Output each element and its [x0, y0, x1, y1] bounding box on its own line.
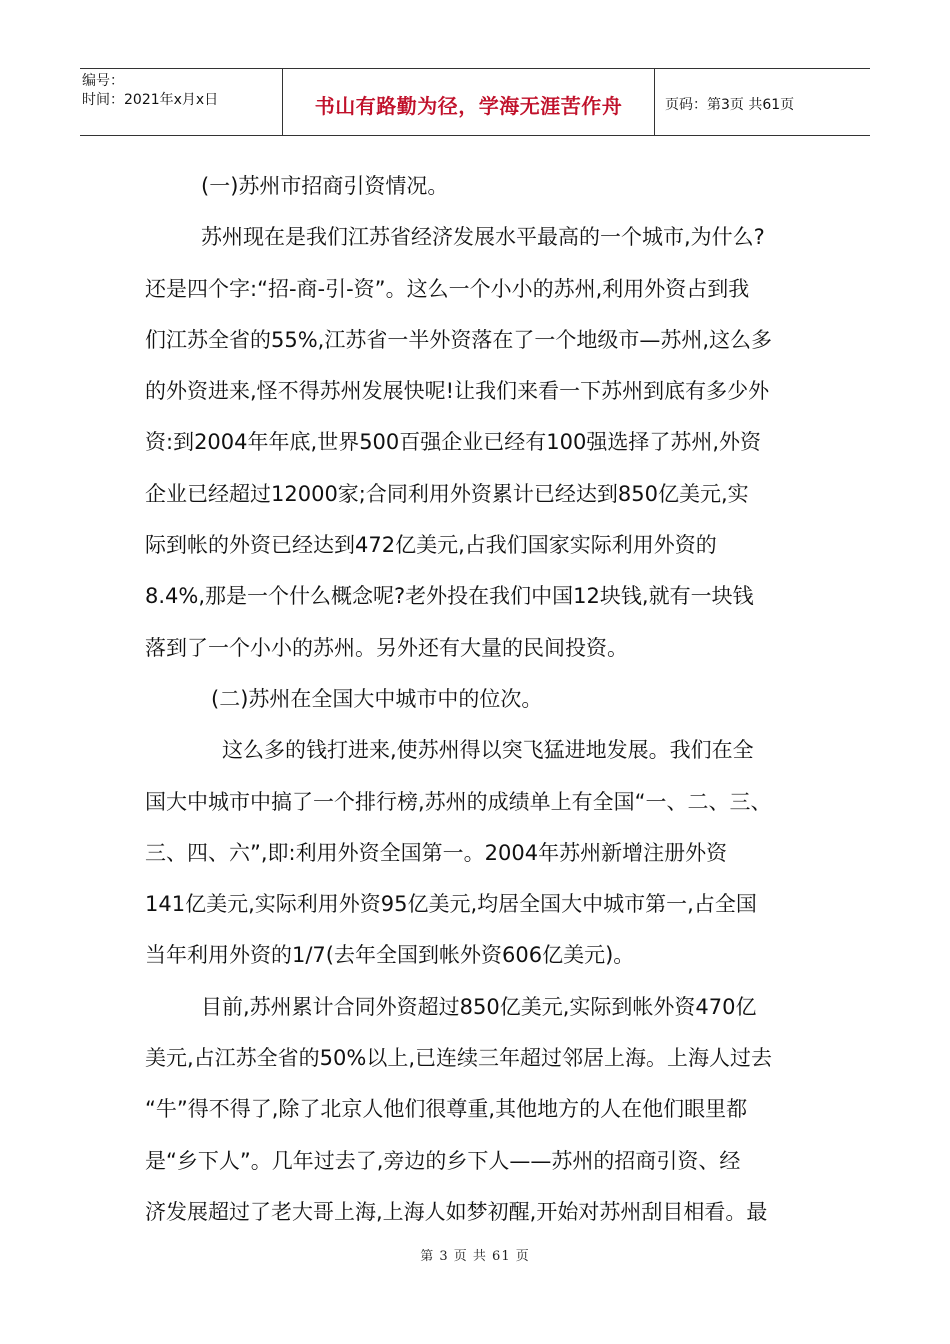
paragraph-line: 企业已经超过12000家;合同利用外资累计已经达到850亿美元,实	[145, 481, 749, 506]
paragraph-line: 8.4%,那是一个什么概念呢?老外投在我们中国12块钱,就有一块钱	[145, 584, 754, 609]
paragraph-line: 的外资进来,怪不得苏州发展快呢!让我们来看一下苏州到底有多少外	[145, 379, 770, 404]
section-heading-2: (二)苏州在全国大中城市中的位次。	[211, 686, 543, 711]
paragraph-line: 三、四、六”,即:利用外资全国第一。2004年苏州新增注册外资	[145, 840, 728, 865]
paragraph-line: 141亿美元,实际利用外资95亿美元,均居全国大中城市第一,占全国	[145, 892, 757, 917]
paragraph-line: 苏州现在是我们江苏省经济发展水平最高的一个城市,为什么?	[201, 225, 765, 250]
document-date-label: 时间：2021年x月x日	[82, 92, 219, 108]
header-motto: 书山有路勤为径，学海无涯苦作舟	[314, 93, 623, 118]
paragraph-line: “牛”得不得了,除了北京人他们很尊重,其他地方的人在他们眼里都	[145, 1097, 748, 1122]
paragraph-line: 当年利用外资的1/7(去年全国到帐外资606亿美元)。	[145, 943, 635, 968]
paragraph-line: 们江苏全省的55%,江苏省一半外资落在了一个地级市—苏州,这么多	[145, 327, 773, 352]
paragraph-line: 资:到2004年年底,世界500百强企业已经有100强选择了苏州,外资	[145, 430, 762, 455]
document-body	[145, 164, 815, 1241]
header-page-info: 页码：第3页 共61页	[665, 97, 795, 113]
paragraph-line: 际到帐的外资已经达到472亿美元,占我们国家实际利用外资的	[145, 533, 717, 558]
paragraph-line: 美元,占江苏全省的50%以上,已连续三年超过邻居上海。上海人过去	[145, 1046, 773, 1071]
header-motto-cell	[283, 69, 655, 135]
paragraph-line: 济发展超过了老大哥上海,上海人如梦初醒,开始对苏州刮目相看。最	[145, 1199, 768, 1224]
paragraph-line: 还是四个字:“招-商-引-资”。这么一个小小的苏州,利用外资占到我	[145, 276, 750, 301]
paragraph-line: 是“乡下人”。几年过去了,旁边的乡下人——苏州的招商引资、经	[145, 1148, 741, 1173]
paragraph-line: 这么多的钱打进来,使苏州得以突飞猛进地发展。我们在全	[222, 738, 754, 763]
page-header	[80, 68, 870, 136]
header-meta	[80, 69, 283, 135]
section-heading-1: (一)苏州市招商引资情况。	[201, 174, 449, 198]
page-footer: 第 3 页 共 61 页	[420, 1249, 530, 1264]
paragraph-line: 落到了一个小小的苏州。另外还有大量的民间投资。	[145, 635, 628, 660]
paragraph-line: 国大中城市中搞了一个排行榜,苏州的成绩单上有全国“一、二、三、	[145, 789, 772, 814]
paragraph-line: 目前,苏州累计合同外资超过850亿美元,实际到帐外资470亿	[201, 994, 757, 1019]
document-number-label: 编号：	[82, 73, 124, 89]
